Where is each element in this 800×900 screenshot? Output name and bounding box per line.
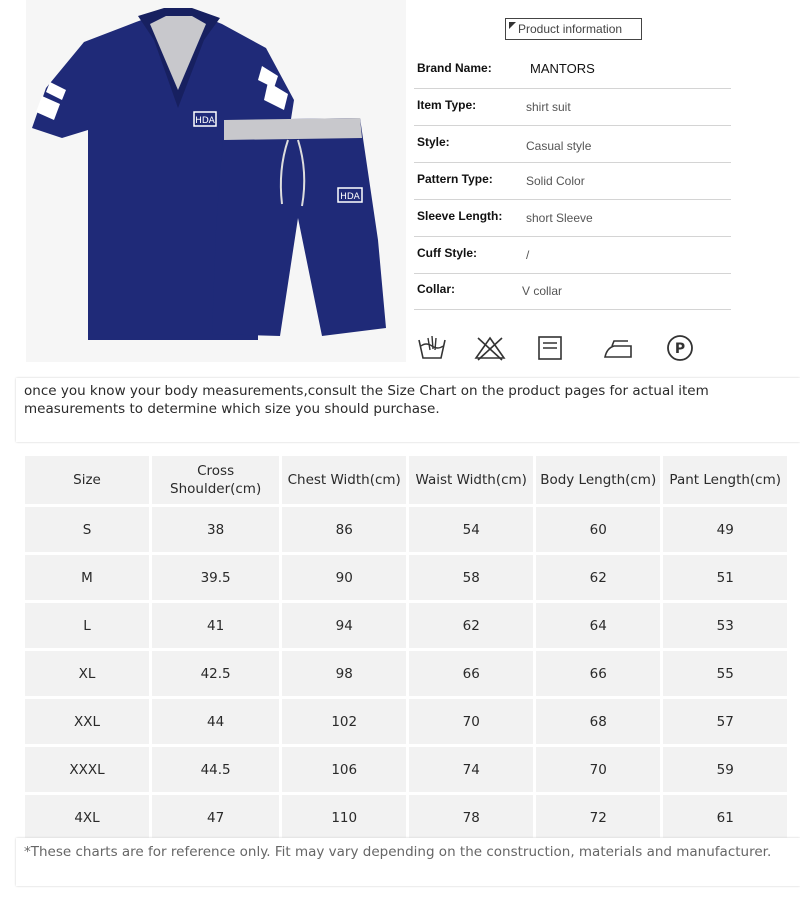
cell-value: 106 <box>282 747 406 792</box>
table-row <box>25 699 787 744</box>
header-size: Size <box>25 456 149 504</box>
cell-value: 62 <box>536 555 660 600</box>
header-chest-width: Chest Width(cm) <box>282 456 406 504</box>
cell-value: 49 <box>663 507 787 552</box>
cell-size: M <box>25 555 149 600</box>
cell-value: 51 <box>663 555 787 600</box>
info-label: Brand Name: <box>417 61 492 75</box>
cell-value: 68 <box>536 699 660 744</box>
shirt-shorts-illustration <box>26 0 406 362</box>
cell-value: 70 <box>409 699 533 744</box>
cell-value: 90 <box>282 555 406 600</box>
header-body-length: Body Length(cm) <box>536 456 660 504</box>
info-label: Pattern Type: <box>417 172 493 186</box>
shirt-print: HDA <box>195 116 215 126</box>
table-row <box>25 603 787 648</box>
info-label: Collar: <box>417 282 456 296</box>
hand-wash-icon <box>416 334 448 362</box>
cell-value: 44 <box>152 699 279 744</box>
info-row-pattern-type <box>414 163 731 200</box>
cell-size: S <box>25 507 149 552</box>
info-value: Casual style <box>526 139 592 153</box>
info-row-item-type <box>414 89 731 126</box>
cell-value: 41 <box>152 603 279 648</box>
table-header-row <box>25 456 787 504</box>
tumble-dry-icon <box>534 334 566 362</box>
header-waist-width: Waist Width(cm) <box>409 456 533 504</box>
cell-value: 39.5 <box>152 555 279 600</box>
cell-value: 61 <box>663 795 787 840</box>
product-image <box>26 0 406 362</box>
info-value: short Sleeve <box>526 211 593 225</box>
table-row <box>25 747 787 792</box>
cell-size: XXXL <box>25 747 149 792</box>
info-value: shirt suit <box>526 100 571 114</box>
cell-value: 38 <box>152 507 279 552</box>
info-row-sleeve-length <box>414 200 731 237</box>
size-chart-footnote: *These charts are for reference only. Fit may vary depending on the construction, materials and manufacturer. <box>24 844 772 860</box>
cell-value: 42.5 <box>152 651 279 696</box>
table-row <box>25 555 787 600</box>
cell-value: 59 <box>663 747 787 792</box>
info-row-style <box>414 126 731 163</box>
dry-clean-p-icon <box>664 334 696 362</box>
cell-value: 58 <box>409 555 533 600</box>
cell-value: 72 <box>536 795 660 840</box>
cell-value: 98 <box>282 651 406 696</box>
cell-value: 74 <box>409 747 533 792</box>
cell-size: XXL <box>25 699 149 744</box>
cell-value: 44.5 <box>152 747 279 792</box>
cell-value: 94 <box>282 603 406 648</box>
info-value: V collar <box>522 284 563 298</box>
cell-value: 64 <box>536 603 660 648</box>
info-label: Sleeve Length: <box>417 209 503 223</box>
info-row-brand <box>414 52 731 89</box>
cell-value: 53 <box>663 603 787 648</box>
info-label: Item Type: <box>417 98 477 112</box>
cell-value: 55 <box>663 651 787 696</box>
info-row-cuff-style <box>414 237 731 274</box>
care-icons <box>414 334 714 364</box>
cell-value: 60 <box>536 507 660 552</box>
info-label: Style: <box>417 135 450 149</box>
do-not-bleach-icon <box>474 334 506 362</box>
info-row-collar <box>414 273 731 310</box>
cell-value: 78 <box>409 795 533 840</box>
cell-value: 54 <box>409 507 533 552</box>
info-value: / <box>526 248 530 262</box>
cell-value: 86 <box>282 507 406 552</box>
size-guide-description: once you know your body measurements,consult the Size Chart on the product pages for actual item measurements to determine which size you should purchase. <box>24 383 709 417</box>
cell-size: 4XL <box>25 795 149 840</box>
shorts-print: HDA <box>340 192 360 202</box>
cell-value: 66 <box>409 651 533 696</box>
info-value: Solid Color <box>526 174 585 188</box>
svg-text:P: P <box>674 341 686 357</box>
header-cross-shoulder: Cross Shoulder(cm) <box>152 456 279 504</box>
cell-value: 66 <box>536 651 660 696</box>
cell-value: 70 <box>536 747 660 792</box>
table-row <box>25 507 787 552</box>
info-value: MANTORS <box>530 61 595 76</box>
product-info-header: Product information <box>505 18 642 40</box>
cell-value: 62 <box>409 603 533 648</box>
table-row <box>25 651 787 696</box>
cell-value: 47 <box>152 795 279 840</box>
iron-icon <box>602 334 634 362</box>
table-row <box>25 795 787 840</box>
size-chart-table <box>22 453 790 843</box>
cell-value: 57 <box>663 699 787 744</box>
cell-size: XL <box>25 651 149 696</box>
info-label: Cuff Style: <box>417 246 477 260</box>
cell-size: L <box>25 603 149 648</box>
cell-value: 110 <box>282 795 406 840</box>
header-pant-length: Pant Length(cm) <box>663 456 787 504</box>
cell-value: 102 <box>282 699 406 744</box>
